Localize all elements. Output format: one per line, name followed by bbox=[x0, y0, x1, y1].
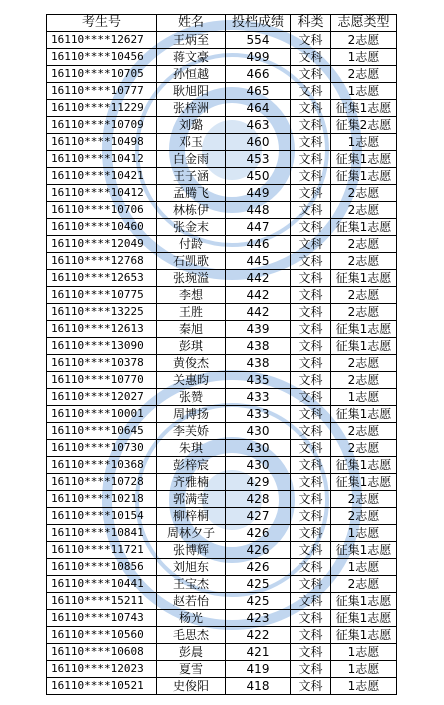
cell-subject: 文科 bbox=[291, 389, 331, 406]
cell-name: 林栋伊 bbox=[157, 202, 226, 219]
table-row bbox=[47, 236, 397, 253]
table-row bbox=[47, 610, 397, 627]
table-body bbox=[47, 32, 397, 695]
cell-name: 白金雨 bbox=[157, 151, 226, 168]
cell-preference-type: 2志愿 bbox=[331, 372, 397, 389]
cell-name: 刘旭东 bbox=[157, 559, 226, 576]
table-row bbox=[47, 321, 397, 338]
cell-exam-number: 16110****10743 bbox=[47, 610, 157, 627]
cell-score: 438 bbox=[226, 338, 291, 355]
cell-exam-number: 16110****10412 bbox=[47, 185, 157, 202]
cell-name: 彭晨 bbox=[157, 644, 226, 661]
cell-subject: 文科 bbox=[291, 474, 331, 491]
table-row bbox=[47, 423, 397, 440]
cell-name: 郭满莹 bbox=[157, 491, 226, 508]
cell-score: 426 bbox=[226, 525, 291, 542]
cell-name: 朱琪 bbox=[157, 440, 226, 457]
table-row bbox=[47, 66, 397, 83]
table-row bbox=[47, 253, 397, 270]
cell-score: 445 bbox=[226, 253, 291, 270]
cell-exam-number: 16110****10378 bbox=[47, 355, 157, 372]
cell-name: 石凯歌 bbox=[157, 253, 226, 270]
cell-preference-type: 2志愿 bbox=[331, 32, 397, 49]
header-preference-type: 志愿类型 bbox=[331, 15, 397, 32]
cell-subject: 文科 bbox=[291, 610, 331, 627]
cell-score: 554 bbox=[226, 32, 291, 49]
cell-score: 466 bbox=[226, 66, 291, 83]
cell-subject: 文科 bbox=[291, 355, 331, 372]
cell-exam-number: 16110****15211 bbox=[47, 593, 157, 610]
table-row bbox=[47, 304, 397, 321]
cell-exam-number: 16110****10456 bbox=[47, 49, 157, 66]
cell-name: 王子涵 bbox=[157, 168, 226, 185]
cell-score: 430 bbox=[226, 423, 291, 440]
table-row bbox=[47, 372, 397, 389]
cell-preference-type: 2志愿 bbox=[331, 440, 397, 457]
cell-exam-number: 16110****12049 bbox=[47, 236, 157, 253]
cell-score: 447 bbox=[226, 219, 291, 236]
cell-score: 429 bbox=[226, 474, 291, 491]
cell-subject: 文科 bbox=[291, 627, 331, 644]
cell-name: 柳梓桐 bbox=[157, 508, 226, 525]
table-row bbox=[47, 355, 397, 372]
cell-exam-number: 16110****10368 bbox=[47, 457, 157, 474]
cell-exam-number: 16110****13090 bbox=[47, 338, 157, 355]
cell-score: 499 bbox=[226, 49, 291, 66]
cell-preference-type: 2志愿 bbox=[331, 287, 397, 304]
cell-score: 442 bbox=[226, 287, 291, 304]
cell-preference-type: 1志愿 bbox=[331, 49, 397, 66]
cell-exam-number: 16110****13225 bbox=[47, 304, 157, 321]
table-row bbox=[47, 457, 397, 474]
table-row bbox=[47, 661, 397, 678]
cell-subject: 文科 bbox=[291, 219, 331, 236]
cell-exam-number: 16110****10706 bbox=[47, 202, 157, 219]
table-row bbox=[47, 202, 397, 219]
cell-exam-number: 16110****12627 bbox=[47, 32, 157, 49]
cell-subject: 文科 bbox=[291, 185, 331, 202]
cell-exam-number: 16110****10608 bbox=[47, 644, 157, 661]
cell-exam-number: 16110****10770 bbox=[47, 372, 157, 389]
table-row bbox=[47, 287, 397, 304]
cell-name: 蒋文豪 bbox=[157, 49, 226, 66]
cell-subject: 文科 bbox=[291, 423, 331, 440]
cell-score: 427 bbox=[226, 508, 291, 525]
cell-score: 426 bbox=[226, 559, 291, 576]
cell-preference-type: 征集1志愿 bbox=[331, 610, 397, 627]
cell-name: 张琬溢 bbox=[157, 270, 226, 287]
table-row bbox=[47, 32, 397, 49]
cell-name: 张梓洲 bbox=[157, 100, 226, 117]
cell-preference-type: 2志愿 bbox=[331, 508, 397, 525]
table-row bbox=[47, 525, 397, 542]
table-row bbox=[47, 185, 397, 202]
table-row bbox=[47, 168, 397, 185]
cell-name: 彭琪 bbox=[157, 338, 226, 355]
cell-score: 418 bbox=[226, 678, 291, 695]
cell-preference-type: 征集1志愿 bbox=[331, 321, 397, 338]
cell-subject: 文科 bbox=[291, 542, 331, 559]
cell-name: 周博扬 bbox=[157, 406, 226, 423]
table-row bbox=[47, 389, 397, 406]
cell-subject: 文科 bbox=[291, 525, 331, 542]
cell-score: 442 bbox=[226, 270, 291, 287]
cell-name: 齐雅楠 bbox=[157, 474, 226, 491]
cell-subject: 文科 bbox=[291, 559, 331, 576]
cell-subject: 文科 bbox=[291, 678, 331, 695]
cell-preference-type: 征集1志愿 bbox=[331, 474, 397, 491]
cell-exam-number: 16110****10421 bbox=[47, 168, 157, 185]
cell-preference-type: 1志愿 bbox=[331, 644, 397, 661]
cell-exam-number: 16110****10154 bbox=[47, 508, 157, 525]
cell-name: 耿旭阳 bbox=[157, 83, 226, 100]
cell-score: 448 bbox=[226, 202, 291, 219]
cell-name: 周林夕子 bbox=[157, 525, 226, 542]
cell-name: 李芙娇 bbox=[157, 423, 226, 440]
cell-name: 彭梓宸 bbox=[157, 457, 226, 474]
cell-exam-number: 16110****10705 bbox=[47, 66, 157, 83]
cell-exam-number: 16110****10218 bbox=[47, 491, 157, 508]
cell-preference-type: 1志愿 bbox=[331, 678, 397, 695]
cell-exam-number: 16110****10460 bbox=[47, 219, 157, 236]
cell-preference-type: 征集1志愿 bbox=[331, 627, 397, 644]
cell-subject: 文科 bbox=[291, 202, 331, 219]
cell-preference-type: 征集1志愿 bbox=[331, 593, 397, 610]
cell-score: 421 bbox=[226, 644, 291, 661]
cell-subject: 文科 bbox=[291, 508, 331, 525]
cell-subject: 文科 bbox=[291, 287, 331, 304]
cell-name: 付龄 bbox=[157, 236, 226, 253]
cell-exam-number: 16110****10560 bbox=[47, 627, 157, 644]
cell-subject: 文科 bbox=[291, 406, 331, 423]
cell-score: 433 bbox=[226, 389, 291, 406]
table-row bbox=[47, 644, 397, 661]
cell-score: 423 bbox=[226, 610, 291, 627]
header-name: 姓名 bbox=[157, 15, 226, 32]
cell-score: 460 bbox=[226, 134, 291, 151]
cell-name: 刘璐 bbox=[157, 117, 226, 134]
cell-subject: 文科 bbox=[291, 32, 331, 49]
cell-exam-number: 16110****12023 bbox=[47, 661, 157, 678]
cell-exam-number: 16110****10841 bbox=[47, 525, 157, 542]
cell-score: 425 bbox=[226, 576, 291, 593]
cell-preference-type: 1志愿 bbox=[331, 389, 397, 406]
cell-score: 439 bbox=[226, 321, 291, 338]
cell-preference-type: 征集1志愿 bbox=[331, 168, 397, 185]
table-row bbox=[47, 151, 397, 168]
cell-subject: 文科 bbox=[291, 321, 331, 338]
cell-exam-number: 16110****10498 bbox=[47, 134, 157, 151]
cell-preference-type: 征集1志愿 bbox=[331, 270, 397, 287]
header-score: 投档成绩 bbox=[226, 15, 291, 32]
cell-subject: 文科 bbox=[291, 491, 331, 508]
cell-subject: 文科 bbox=[291, 338, 331, 355]
cell-preference-type: 1志愿 bbox=[331, 134, 397, 151]
cell-subject: 文科 bbox=[291, 83, 331, 100]
cell-preference-type: 2志愿 bbox=[331, 185, 397, 202]
cell-preference-type: 2志愿 bbox=[331, 355, 397, 372]
table-row bbox=[47, 440, 397, 457]
cell-preference-type: 征集1志愿 bbox=[331, 542, 397, 559]
cell-subject: 文科 bbox=[291, 457, 331, 474]
cell-name: 王宝杰 bbox=[157, 576, 226, 593]
cell-exam-number: 16110****12768 bbox=[47, 253, 157, 270]
cell-name: 孟腾飞 bbox=[157, 185, 226, 202]
table-row bbox=[47, 678, 397, 695]
table-row bbox=[47, 508, 397, 525]
cell-subject: 文科 bbox=[291, 304, 331, 321]
cell-preference-type: 征集1志愿 bbox=[331, 219, 397, 236]
cell-subject: 文科 bbox=[291, 168, 331, 185]
cell-subject: 文科 bbox=[291, 117, 331, 134]
cell-name: 王胜 bbox=[157, 304, 226, 321]
cell-preference-type: 1志愿 bbox=[331, 83, 397, 100]
cell-score: 422 bbox=[226, 627, 291, 644]
cell-name: 李想 bbox=[157, 287, 226, 304]
cell-preference-type: 征集1志愿 bbox=[331, 100, 397, 117]
cell-subject: 文科 bbox=[291, 270, 331, 287]
cell-preference-type: 征集1志愿 bbox=[331, 406, 397, 423]
cell-name: 张博辉 bbox=[157, 542, 226, 559]
cell-subject: 文科 bbox=[291, 49, 331, 66]
cell-name: 杨光 bbox=[157, 610, 226, 627]
cell-score: 430 bbox=[226, 440, 291, 457]
cell-subject: 文科 bbox=[291, 372, 331, 389]
cell-score: 464 bbox=[226, 100, 291, 117]
header-exam-number: 考生号 bbox=[47, 15, 157, 32]
cell-preference-type: 2志愿 bbox=[331, 304, 397, 321]
cell-name: 毛思杰 bbox=[157, 627, 226, 644]
cell-exam-number: 16110****10441 bbox=[47, 576, 157, 593]
cell-exam-number: 16110****10645 bbox=[47, 423, 157, 440]
cell-preference-type: 1志愿 bbox=[331, 559, 397, 576]
cell-name: 孙恒越 bbox=[157, 66, 226, 83]
cell-exam-number: 16110****10412 bbox=[47, 151, 157, 168]
cell-preference-type: 2志愿 bbox=[331, 253, 397, 270]
cell-preference-type: 1志愿 bbox=[331, 525, 397, 542]
cell-exam-number: 16110****12653 bbox=[47, 270, 157, 287]
cell-exam-number: 16110****10001 bbox=[47, 406, 157, 423]
cell-name: 史俊阳 bbox=[157, 678, 226, 695]
table-header-row bbox=[47, 15, 397, 32]
cell-score: 426 bbox=[226, 542, 291, 559]
cell-exam-number: 16110****10730 bbox=[47, 440, 157, 457]
cell-exam-number: 16110****10856 bbox=[47, 559, 157, 576]
cell-preference-type: 2志愿 bbox=[331, 66, 397, 83]
cell-exam-number: 16110****10728 bbox=[47, 474, 157, 491]
cell-name: 黄俊杰 bbox=[157, 355, 226, 372]
cell-preference-type: 征集1志愿 bbox=[331, 151, 397, 168]
cell-subject: 文科 bbox=[291, 576, 331, 593]
header-subject: 科类 bbox=[291, 15, 331, 32]
cell-name: 邓玉 bbox=[157, 134, 226, 151]
cell-exam-number: 16110****11721 bbox=[47, 542, 157, 559]
cell-name: 王炳至 bbox=[157, 32, 226, 49]
cell-subject: 文科 bbox=[291, 66, 331, 83]
cell-exam-number: 16110****11229 bbox=[47, 100, 157, 117]
cell-subject: 文科 bbox=[291, 236, 331, 253]
cell-subject: 文科 bbox=[291, 100, 331, 117]
cell-name: 秦旭 bbox=[157, 321, 226, 338]
table-row bbox=[47, 593, 397, 610]
table-row bbox=[47, 49, 397, 66]
cell-score: 453 bbox=[226, 151, 291, 168]
cell-name: 张金末 bbox=[157, 219, 226, 236]
table-row bbox=[47, 117, 397, 134]
cell-preference-type: 1志愿 bbox=[331, 661, 397, 678]
cell-exam-number: 16110****12613 bbox=[47, 321, 157, 338]
cell-score: 425 bbox=[226, 593, 291, 610]
cell-subject: 文科 bbox=[291, 253, 331, 270]
table-row bbox=[47, 406, 397, 423]
cell-score: 442 bbox=[226, 304, 291, 321]
cell-score: 463 bbox=[226, 117, 291, 134]
cell-subject: 文科 bbox=[291, 134, 331, 151]
table-row bbox=[47, 134, 397, 151]
admission-table bbox=[46, 14, 397, 695]
cell-subject: 文科 bbox=[291, 644, 331, 661]
cell-preference-type: 2志愿 bbox=[331, 576, 397, 593]
cell-exam-number: 16110****10777 bbox=[47, 83, 157, 100]
table-row bbox=[47, 627, 397, 644]
cell-score: 449 bbox=[226, 185, 291, 202]
table-row bbox=[47, 559, 397, 576]
cell-preference-type: 征集2志愿 bbox=[331, 117, 397, 134]
cell-name: 夏雪 bbox=[157, 661, 226, 678]
cell-name: 赵若怡 bbox=[157, 593, 226, 610]
cell-subject: 文科 bbox=[291, 661, 331, 678]
cell-exam-number: 16110****12027 bbox=[47, 389, 157, 406]
table-row bbox=[47, 474, 397, 491]
cell-subject: 文科 bbox=[291, 151, 331, 168]
table-row bbox=[47, 270, 397, 287]
cell-score: 433 bbox=[226, 406, 291, 423]
cell-subject: 文科 bbox=[291, 593, 331, 610]
cell-subject: 文科 bbox=[291, 440, 331, 457]
cell-score: 446 bbox=[226, 236, 291, 253]
cell-name: 张赞 bbox=[157, 389, 226, 406]
table-row bbox=[47, 100, 397, 117]
table-row bbox=[47, 542, 397, 559]
cell-score: 419 bbox=[226, 661, 291, 678]
cell-name: 关惠昀 bbox=[157, 372, 226, 389]
cell-preference-type: 2志愿 bbox=[331, 236, 397, 253]
cell-preference-type: 征集1志愿 bbox=[331, 457, 397, 474]
table-row bbox=[47, 491, 397, 508]
table-row bbox=[47, 576, 397, 593]
table-row bbox=[47, 219, 397, 236]
cell-preference-type: 2志愿 bbox=[331, 423, 397, 440]
cell-exam-number: 16110****10775 bbox=[47, 287, 157, 304]
cell-score: 428 bbox=[226, 491, 291, 508]
cell-score: 450 bbox=[226, 168, 291, 185]
cell-score: 438 bbox=[226, 355, 291, 372]
cell-score: 435 bbox=[226, 372, 291, 389]
cell-score: 430 bbox=[226, 457, 291, 474]
table-row bbox=[47, 338, 397, 355]
cell-preference-type: 征集1志愿 bbox=[331, 338, 397, 355]
cell-score: 465 bbox=[226, 83, 291, 100]
table-row bbox=[47, 83, 397, 100]
cell-preference-type: 2志愿 bbox=[331, 491, 397, 508]
cell-exam-number: 16110****10709 bbox=[47, 117, 157, 134]
cell-preference-type: 2志愿 bbox=[331, 202, 397, 219]
cell-exam-number: 16110****10521 bbox=[47, 678, 157, 695]
